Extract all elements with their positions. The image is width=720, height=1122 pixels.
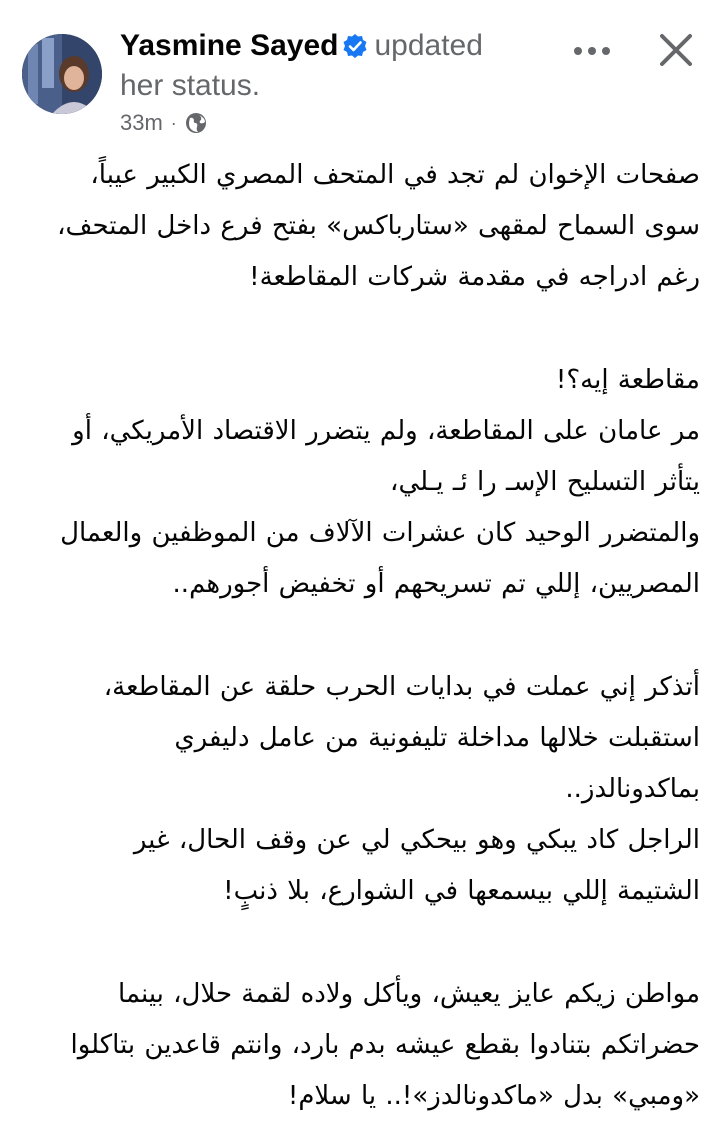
meta-separator: · — [170, 112, 177, 133]
post-text-line: أتذكر إني عملت في بدايات الحرب حلقة عن المقاطعة، — [103, 672, 700, 702]
post-text-line: والمتضرر الوحيد كان عشرات الآلاف من الموظفين والعمال — [60, 518, 700, 548]
post-text-line: المصريين، إللي تم تسريحهم أو تخفيض أجورهم.. — [172, 569, 700, 599]
more-options-icon[interactable] — [568, 34, 616, 68]
paragraph-break — [24, 610, 700, 662]
globe-icon[interactable] — [185, 112, 207, 134]
status-action-text-line2: her status. — [120, 69, 261, 102]
post-body — [24, 150, 700, 1122]
post-text-line: الراجل كاد يبكي وهو بيحكي لي عن وقف الحال، غير — [133, 825, 700, 855]
post-text-line: «ومبي» بدل «ماكدونالدز»!.. يا سلام! — [287, 1081, 700, 1111]
paragraph-break — [24, 917, 700, 969]
profile-photo — [22, 34, 102, 114]
post-header — [0, 0, 720, 150]
post-text-line: رغم ادراجه في مقدمة شركات المقاطعة! — [249, 262, 700, 292]
post-text-line: استقبلت خلالها مداخلة تليفونية من عامل دليفري — [174, 723, 700, 753]
author-name[interactable]: Yasmine Sayed — [120, 29, 339, 62]
verified-badge-icon — [342, 33, 368, 59]
status-action-text: updated — [374, 29, 483, 62]
avatar[interactable] — [22, 34, 102, 114]
post-text-line: يتأثر التسليح الإسـ را ئـ يـلي، — [390, 467, 700, 497]
post-text-line: بماكدونالدز.. — [565, 774, 700, 804]
post-meta — [120, 110, 207, 136]
timestamp[interactable]: 33m — [120, 110, 163, 135]
post-text-line: حضراتكم بتنادوا بقطع عيشه بدم بارد، وانتم قاعدين بتاكلوا — [70, 1030, 700, 1060]
post-text-line: الشتيمة إللي بيسمعها في الشوارع، بلا ذنبٍ! — [223, 876, 700, 906]
post-text-line: مر عامان على المقاطعة، ولم يتضرر الاقتصاد الأمريكي، أو — [72, 416, 700, 446]
post-text-line: صفحات الإخوان لم تجد في المتحف المصري الكبير عيباً، — [90, 160, 700, 190]
post-title — [120, 26, 560, 106]
post-text-line: مقاطعة إيه؟! — [555, 365, 700, 395]
post-text-line: مواطن زيكم عايز يعيش، ويأكل ولاده لقمة حلال، بينما — [118, 979, 700, 1009]
close-icon[interactable] — [656, 30, 696, 70]
post-text-line: سوى السماح لمقهى «ستارباكس» بفتح فرع داخل المتحف، — [57, 211, 700, 241]
paragraph-break — [24, 303, 700, 355]
